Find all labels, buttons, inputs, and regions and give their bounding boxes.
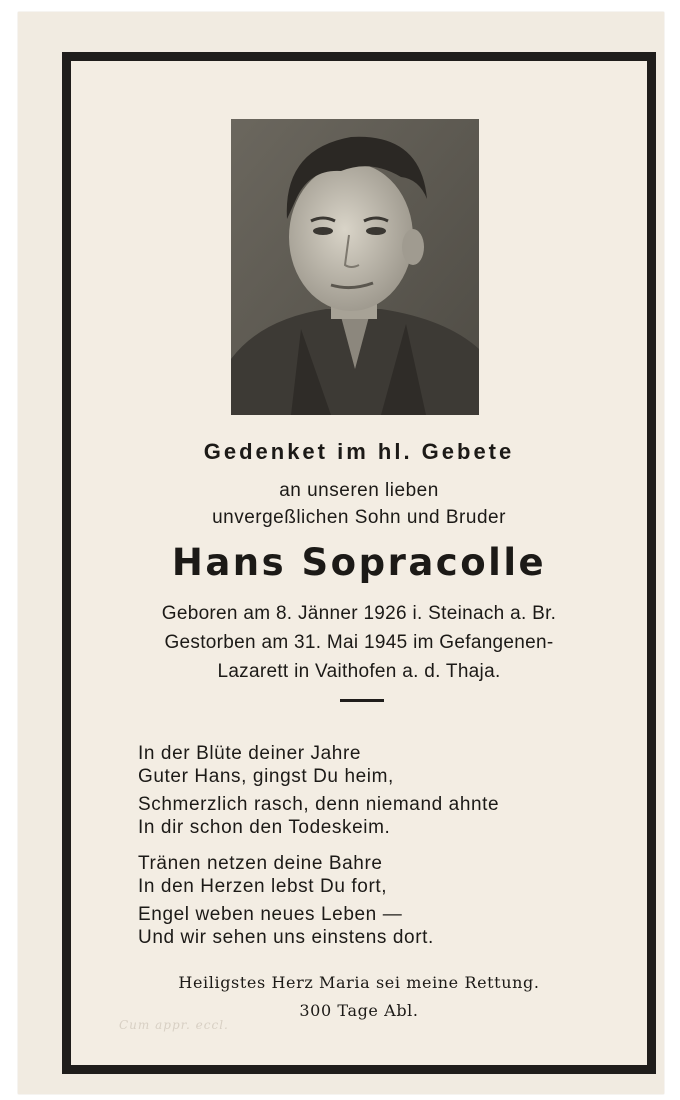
memorial-card: [18, 12, 664, 1094]
portrait-photo: [231, 119, 479, 415]
dedication-line-2: unvergeßlichen Sohn und Bruder: [212, 507, 506, 528]
poem-line: Schmerzlich rasch, denn niemand ahnte: [138, 794, 500, 815]
card-content: [71, 61, 647, 1065]
portrait-image: [231, 119, 479, 415]
black-border-frame: [62, 52, 656, 1074]
death-place-line: Lazarett in Vaithofen a. d. Thaja.: [217, 661, 501, 682]
poem-line: In der Blüte deiner Jahre: [138, 743, 362, 764]
indulgence-line: 300 Tage Abl.: [299, 1001, 419, 1020]
death-line: Gestorben am 31. Mai 1945 im Gefangenen-: [164, 632, 554, 653]
poem-line: Tränen netzen deine Bahre: [138, 853, 383, 874]
poem-line: Engel weben neues Leben —: [138, 904, 403, 925]
deceased-name: Hans Sopracolle: [171, 541, 547, 584]
birth-line: Geboren am 8. Jänner 1926 i. Steinach a. Br.: [161, 603, 557, 624]
poem-line: Guter Hans, gingst Du heim,: [138, 766, 394, 787]
poem-line: Und wir sehen uns einstens dort.: [138, 927, 434, 948]
divider-rule: [340, 699, 384, 702]
prayer-line: Heiligstes Herz Maria sei meine Rettung.: [178, 973, 540, 992]
card-heading: Gedenket im hl. Gebete: [203, 439, 515, 464]
poem-line: In dir schon den Todeskeim.: [138, 817, 391, 838]
dedication-line-1: an unseren lieben: [279, 480, 439, 501]
faint-approval-stamp: Cum appr. eccl.: [119, 1018, 229, 1032]
poem-line: In den Herzen lebst Du fort,: [138, 876, 388, 897]
